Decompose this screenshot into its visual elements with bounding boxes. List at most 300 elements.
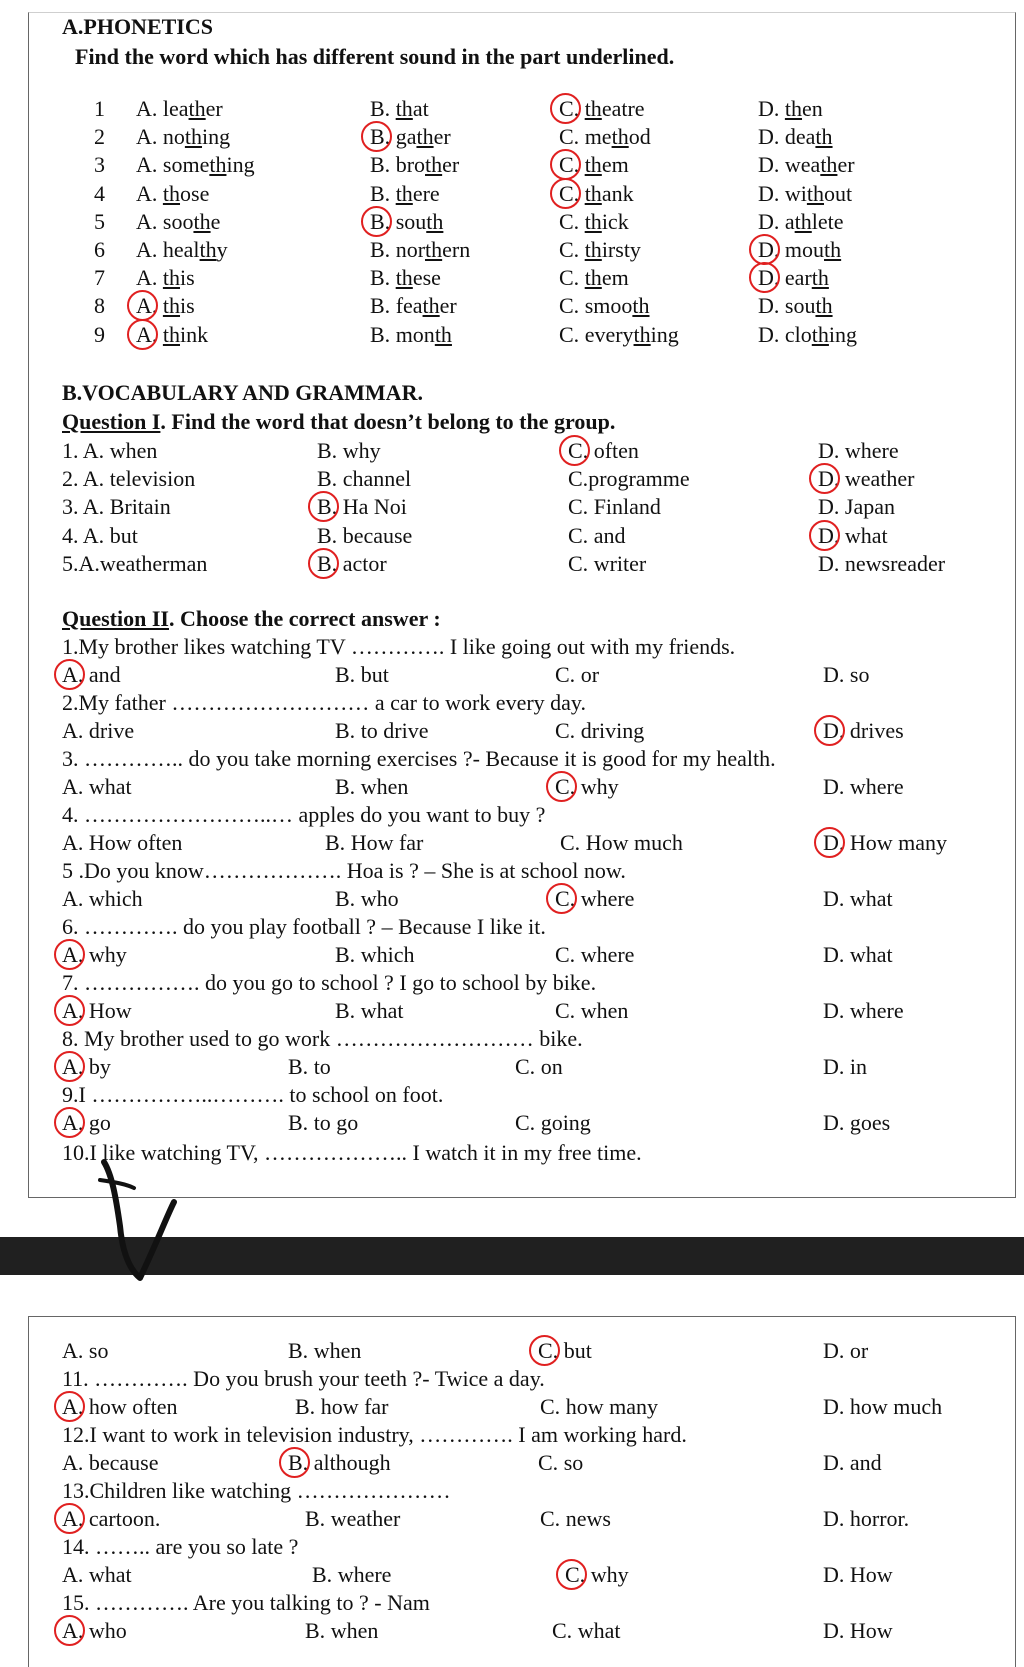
answer-circle [749,234,780,265]
word-prefix: soo [162,208,194,234]
option-letter: B. [335,998,356,1023]
option-letter: C. [565,1562,585,1588]
option-letter: 1. A. [62,438,105,463]
word-suffix: ink [180,321,209,347]
word-prefix: sou [784,293,816,319]
question-2-title [62,606,441,632]
answer-option [295,1394,389,1420]
phonetics-option [370,209,443,235]
answer-option [555,942,634,968]
word-suffix: is [180,265,195,291]
option-word: How often [83,830,183,855]
option-word: go [83,1110,111,1135]
option-word: weather [839,466,915,492]
phonetics-option [370,96,429,122]
option-word: which [83,886,143,911]
option-letter: C. [559,152,579,178]
answer-option [305,1618,378,1644]
answer-option [555,886,634,912]
group-option [62,438,157,464]
option-letter: C. [559,124,580,150]
question-text: 14. …….. are you so late ? [62,1534,299,1559]
option-letter: D. [823,1450,845,1475]
option-letter: C. [555,942,576,967]
question-2-text: . Choose the correct answer : [168,606,441,631]
option-word: cartoon. [83,1506,161,1531]
option-word: where [844,774,904,799]
word-prefix: smoo [584,293,633,319]
question-text: 2.My father ……………………… a car to work every day. [62,690,586,715]
underlined-sound: th [426,208,444,234]
group-option [818,523,888,549]
option-letter: B. [335,886,356,911]
answer-circle [749,262,780,293]
question-1-text: . Find the word that doesn’t belong to the group. [160,409,616,434]
option-letter: B. [370,180,391,206]
option-word: by [83,1054,111,1079]
option-word: drives [844,718,904,743]
phonetics-option [758,181,852,207]
option-word: what [844,942,893,967]
phonetics-option [370,237,470,263]
group-option [317,438,381,464]
option-letter: C. [559,181,579,207]
group-option [62,551,207,577]
answer-circle [814,715,845,746]
word-prefix: nor [395,237,426,262]
answer-option [823,1618,893,1644]
option-letter: B. [335,942,356,967]
section-a-instruction: Find the word which has different sound in the part underlined. [75,44,675,69]
word-prefix: a [784,208,795,234]
word-suffix: irsty [601,237,641,262]
answer-option [62,718,134,744]
phonetics-number: 2 [94,124,105,150]
option-word: Britain [104,494,171,520]
phonetics-option [559,181,634,207]
group-option [317,523,412,549]
answer-circle [308,491,339,522]
option-letter: C. [540,1394,561,1419]
option-word: How much [580,830,683,855]
question-2-label: Question II [62,606,169,631]
word-prefix: wi [784,180,807,206]
question-text: 1.My brother likes watching TV …………. I like going out with my friends. [62,634,736,659]
answer-option [62,1562,132,1588]
phonetics-option [370,124,451,150]
option-letter: B. [305,1618,326,1643]
phonetics-option [758,322,857,348]
option-word: where [844,998,904,1023]
option-letter: C. [515,1110,536,1135]
option-letter: A. [62,718,84,743]
phonetics-option [370,265,441,291]
phonetics-option [136,209,220,235]
answer-option [555,662,599,688]
answer-circle [54,1503,85,1534]
option-word: goes [844,1110,891,1135]
question-text: 11. …………. Do you brush your teeth ?- Twice a day. [62,1366,545,1391]
option-letter: C. [568,466,589,492]
word-prefix: lea [162,96,189,121]
group-option [568,438,639,464]
word-suffix: ing [202,124,231,150]
word-suffix: er [442,152,460,178]
word-prefix: bro [395,152,426,178]
answer-option [325,830,423,856]
phonetics-option [370,152,459,178]
option-word: which [355,942,415,967]
underlined-sound: th [425,237,443,262]
option-letter: C. [559,237,580,262]
answer-circle [127,290,158,321]
answer-option [565,1562,629,1588]
phonetics-option [559,152,629,178]
option-word: so [844,662,870,687]
option-word: Ha Noi [337,494,407,520]
option-letter: D. [823,1618,845,1643]
word-suffix: ing [828,321,858,347]
answer-option [62,830,182,856]
question-text: 10.I like watching TV, ……………….. I watch it in my free time. [62,1140,642,1165]
option-letter: C. [555,998,576,1023]
option-letter: D. [823,830,844,856]
option-letter: D. [758,237,779,263]
option-word: how far [315,1394,389,1419]
word-suffix: er [439,293,457,319]
answer-option [540,1506,611,1532]
underlined-sound: th [815,124,833,150]
option-letter: C. [568,494,589,520]
option-letter: C. [559,321,580,347]
group-option [568,494,661,520]
group-option [317,466,411,492]
question-text: 15. …………. Are you talking to ? - Nam [62,1590,430,1615]
option-word: what [572,1618,621,1643]
answer-option [515,1054,563,1080]
underlined-sound: th [188,96,206,121]
option-letter: C. [559,293,580,319]
option-letter: D. [758,180,780,206]
option-word: Finland [588,494,661,520]
option-letter: C. [559,96,579,122]
option-word: weatherman [99,550,208,576]
phonetics-option [136,124,230,150]
underlined-sound: th [199,237,217,262]
option-letter: D. [823,1054,845,1079]
word-prefix: mou [784,237,825,262]
answer-option [62,1054,111,1080]
option-letter: B. [370,209,390,235]
option-word: why [337,438,381,463]
option-letter: B. [370,152,391,178]
underlined-sound: th [422,293,440,319]
phonetics-option [370,322,452,348]
phonetics-number: 1 [94,96,105,121]
option-letter: B. [370,124,390,150]
option-letter: B. [295,1394,316,1419]
option-letter: B. [370,96,391,121]
option-letter: D. [823,942,845,967]
option-letter: A. [62,1562,84,1587]
group-option [568,523,625,549]
word-suffix: en [802,96,823,121]
option-word: who [355,886,399,911]
question-text: 9.I ……………..………. to school on foot. [62,1082,444,1107]
option-word: why [83,942,127,967]
answer-circle [814,827,845,858]
option-letter: C. [559,208,580,234]
option-word: how much [844,1394,943,1419]
group-option [818,438,899,464]
underlined-sound: th [811,265,829,291]
option-letter: D. [823,1506,845,1531]
phonetics-option [136,181,209,207]
option-word: so [83,1338,109,1363]
answer-circle [54,1615,85,1646]
answer-circle [529,1335,560,1366]
option-word: on [535,1054,563,1079]
option-word: when [325,1618,379,1643]
answer-circle [546,771,577,802]
option-letter: A. [136,124,158,150]
phonetics-number: 3 [94,152,105,178]
option-letter: A. [62,886,84,911]
option-letter: B. [305,1506,326,1531]
underlined-sound: th [209,152,227,178]
option-word: and [588,522,626,548]
answer-option [288,1110,358,1136]
option-letter: C. [555,886,575,912]
page-divider-band [0,1237,1024,1275]
phonetics-option [758,293,833,319]
phonetics-number: 9 [94,321,105,347]
answer-circle [127,319,158,350]
answer-option [552,1618,620,1644]
option-letter: A. [136,96,158,121]
word-suffix: ing [226,152,255,178]
option-letter: D. [823,998,845,1023]
answer-option [335,662,389,688]
option-letter: B. [288,1110,309,1135]
underlined-sound: th [794,208,812,234]
word-suffix: em [601,265,629,291]
option-letter: B. [370,265,391,291]
question-1-label: Question I [62,409,161,434]
phonetics-option [758,265,829,291]
question-text: 5 .Do you know………………. Hoa is ? – She is at school now. [62,858,626,883]
phonetics-option [370,181,440,207]
answer-option [335,886,399,912]
answer-option [62,998,132,1024]
phonetics-option [136,152,255,178]
option-word: when [355,774,409,799]
group-option [62,494,171,520]
question-text: 7. ……………. do you go to school ? I go to school by bike. [62,970,597,995]
word-suffix: ere [412,180,440,206]
option-letter: C. [555,774,575,800]
word-suffix: od [628,124,651,150]
word-suffix: at [412,96,429,121]
word-suffix: e [210,208,221,234]
phonetics-number: 4 [94,180,105,206]
option-word: weather [325,1506,401,1531]
answer-option [823,1450,882,1476]
underlined-sound: th [162,321,181,347]
option-letter: A. [62,1506,83,1532]
option-letter: D. [818,494,840,520]
option-letter: A. [136,152,158,178]
phonetics-option [136,265,195,291]
option-letter: D. [823,1338,845,1363]
underlined-sound: th [584,180,602,206]
answer-option [540,1394,658,1420]
answer-option [62,774,132,800]
word-suffix: out [824,180,853,206]
option-word: who [83,1618,127,1643]
option-word: going [535,1110,591,1135]
section-b-heading: B.VOCABULARY AND GRAMMAR. [62,380,423,405]
underlined-sound: th [584,208,602,234]
word-prefix: ear [784,265,812,291]
answer-circle [54,1051,85,1082]
word-prefix: some [162,152,210,178]
option-word: to drive [355,718,429,743]
option-word: news [560,1506,611,1531]
option-letter: D. [758,208,780,234]
group-option [317,551,387,577]
answer-option [335,718,429,744]
option-word: where [575,942,635,967]
option-letter: D. [758,124,780,150]
underlined-sound: th [633,321,651,347]
underlined-sound: th [193,208,211,234]
option-letter: D. [758,152,780,178]
underlined-sound: th [395,180,413,206]
underlined-sound: th [425,152,443,178]
option-word: driving [575,718,645,743]
option-word: and [83,662,121,687]
group-option [62,466,195,492]
option-letter: 5.A. [62,550,100,576]
option-word: where [332,1562,392,1587]
option-word: so [558,1450,584,1475]
option-letter: C. [568,550,589,576]
word-suffix: ing [650,321,679,347]
underlined-sound: th [820,152,838,178]
option-letter: B. [370,237,391,262]
option-word: when [575,998,629,1023]
option-word: How [844,1618,893,1643]
answer-circle [54,1391,85,1422]
answer-option [62,1338,108,1364]
option-word: but [104,522,138,548]
phonetics-option [559,265,629,291]
word-prefix: me [584,124,612,150]
answer-option [555,998,628,1024]
option-word: but [558,1338,592,1363]
option-letter: A. [62,774,84,799]
option-word: How many [844,830,948,855]
answer-option [538,1450,583,1476]
group-option [818,494,895,520]
section-a-heading: A.PHONETICS [62,14,213,39]
group-option [317,494,407,520]
option-letter: A. [62,830,84,855]
phonetics-number: 5 [94,208,105,234]
answer-option [335,774,408,800]
answer-option [560,830,683,856]
underlined-sound: th [162,265,181,291]
option-word: television [104,466,196,492]
phonetics-option [758,209,844,235]
group-option [818,551,945,577]
option-word: How far [345,830,424,855]
answer-option [823,1338,868,1364]
phonetics-option [758,124,833,150]
option-letter: A. [62,1450,84,1475]
answer-circle [308,548,339,579]
option-letter: D. [818,523,839,549]
underlined-sound: th [395,265,413,291]
underlined-sound: th [416,124,434,150]
underlined-sound: th [824,237,842,262]
option-letter: C. [538,1338,558,1364]
option-word: often [588,438,639,463]
option-letter: B. [317,522,338,548]
phonetics-option [559,237,641,263]
question-1-title [62,409,615,435]
underlined-sound: th [162,180,181,206]
option-word: horror. [844,1506,910,1531]
underlined-sound: th [395,96,413,121]
option-word: How [83,998,132,1023]
option-letter: D. [823,1562,845,1587]
option-letter: B. [317,494,337,520]
answer-circle [54,1107,85,1138]
underlined-sound: th [584,265,602,291]
option-letter: D. [758,265,779,291]
option-letter: 3. A. [62,494,105,520]
question-text: 13.Children like watching ………………… [62,1478,451,1503]
underlined-sound: th [806,180,825,206]
underlined-sound: th [632,293,650,319]
answer-option [62,1394,177,1420]
word-suffix: er [433,124,451,150]
answer-option [538,1338,592,1364]
option-letter: D. [823,774,845,799]
word-suffix: ese [412,265,441,291]
word-suffix: ose [180,180,210,206]
option-letter: D. [818,550,840,576]
word-suffix: ern [442,237,471,262]
phonetics-option [559,124,651,150]
option-letter: 4. A. [62,522,105,548]
word-prefix: no [162,124,185,150]
option-letter: B. [370,321,391,347]
option-word: how often [83,1394,178,1419]
option-letter: C. [555,662,576,687]
word-prefix: heal [162,237,200,262]
option-letter: A. [62,1394,83,1420]
answer-circle [54,659,85,690]
word-suffix: eatre [601,96,645,121]
answer-circle [559,435,590,466]
option-word: writer [588,550,647,576]
option-letter: 2. A. [62,466,105,492]
phonetics-option [136,322,208,348]
answer-circle [54,939,85,970]
